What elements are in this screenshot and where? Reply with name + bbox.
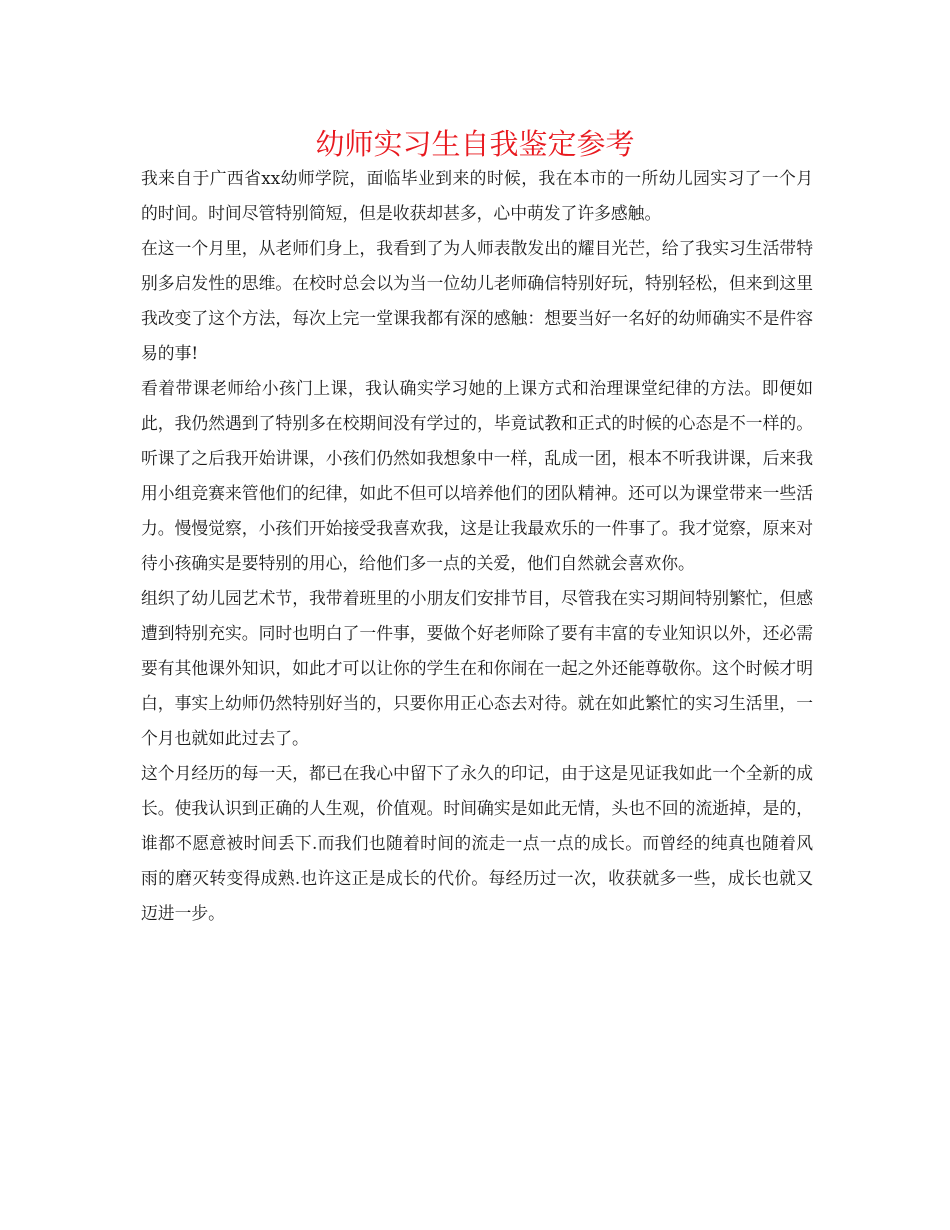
paragraph-5: 这个月经历的每一天，都已在我心中留下了永久的印记，由于这是见证我如此一个全新的成长。使我认识到正确的人生观，价值观。时间确实是如此无情，头也不回的流逝掉，是的，谁都不愿意被时间丢下.而我们也随着时间的流走一点一点的成长。而曾经的纯真也随着风雨的磨灭转变得成熟.也许这正是成长的代价。每经历过一次，收获就多一些，成长也就又迈进一步。 — [141, 763, 813, 923]
paragraph-1: 我来自于广西省xx幼师学院，面临毕业到来的时候，我在本市的一所幼儿园实习了一个月的时间。时间尽管特别简短，但是收获却甚多，心中萌发了许多感触。 — [141, 168, 813, 223]
paragraph-3: 看着带课老师给小孩门上课，我认确实学习她的上课方式和治理课堂纪律的方法。即便如此，我仍然遇到了特别多在校期间没有学过的，毕竟试教和正式的时候的心态是不一样的。听课了之后我开始讲课，小孩们仍然如我想象中一样，乱成一团，根本不听我讲课，后来我用小组竞赛来管他们的纪律，如此不但可以培养他们的团队精神。还可以为课堂带来一些活力。慢慢觉察，小孩们开始接受我喜欢我，这是让我最欢乐的一件事了。我才觉察，原来对待小孩确实是要特别的用心，给他们多一点的关爱，他们自然就会喜欢你。 — [141, 378, 813, 573]
document-title: 幼师实习生自我鉴定参考 — [315, 127, 635, 161]
document-body — [141, 161, 813, 931]
paragraph-2: 在这一个月里，从老师们身上，我看到了为人师表散发出的耀目光芒，给了我实习生活带特别多启发性的思维。在校时总会以为当一位幼儿老师确信特别好玩，特别轻松，但来到这里我改变了这个方法，每次上完一堂课我都有深的感触：想要当好一名好的幼师确实不是件容易的事! — [141, 238, 813, 363]
paragraph-4: 组织了幼儿园艺术节，我带着班里的小朋友们安排节目，尽管我在实习期间特别繁忙，但感遭到特别充实。同时也明白了一件事，要做个好老师除了要有丰富的专业知识以外，还必需要有其他课外知识，如此才可以让你的学生在和你闹在一起之外还能尊敬你。这个时候才明白，事实上幼师仍然特别好当的，只要你用正心态去对待。就在如此繁忙的实习生活里，一个月也就如此过去了。 — [141, 588, 813, 748]
